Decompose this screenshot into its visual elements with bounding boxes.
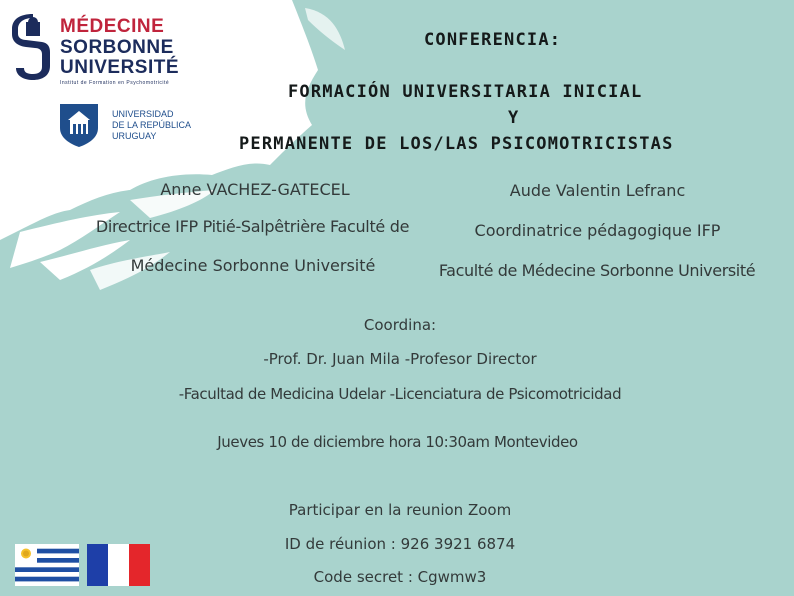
title-y: Y [508,108,520,128]
title-line1: FORMACIÓN UNIVERSITARIA INICIAL [288,82,643,102]
conferencia-heading: CONFERENCIA: [424,30,562,50]
udelar-logo [58,102,208,150]
speaker2-name: Aude Valentin Lefranc [509,181,686,200]
speaker2-role2: Faculté de Médecine Sorbonne Université [438,261,756,280]
udelar-line3: URUGUAY [112,131,157,141]
zoom-secret-code: Code secret : Cgwmw3 [313,568,487,586]
title-line2: PERMANENTE DE LOS/LAS PSICOMOTRICISTAS [239,134,674,154]
speaker1-name: Anne VACHEZ-GATECEL [160,180,350,199]
zoom-meeting-id: ID de réunion : 926 3921 6874 [284,535,516,553]
sorbonne-line2: SORBONNE [60,37,174,58]
sorbonne-universite-logo [12,12,182,92]
zoom-participate: Participar en la reunion Zoom [288,501,512,519]
speaker2-role1: Coordinatrice pédagogique IFP [474,221,721,240]
udelar-line2: DE LA REPÚBLICA [112,120,192,130]
sorbonne-line1: MÉDECINE [60,16,165,37]
uruguay-flag-icon [15,544,79,586]
coordina-line2: -Facultad de Medicina Udelar -Licenciatura de Psicomotricidad [178,385,622,403]
speaker1-role1: Directrice IFP Pitié-Salpêtrière Faculté de [95,217,410,236]
france-flag-icon [87,544,150,586]
speaker1-role2: Médecine Sorbonne Université [130,256,376,275]
udelar-shield-icon [58,102,100,148]
sorbonne-s-emblem-icon [12,14,54,84]
coordina-line1: -Prof. Dr. Juan Mila -Profesor Director [263,350,537,368]
event-date: Jueves 10 de diciembre hora 10:30am Montevideo [217,433,578,451]
coordina-label: Coordina: [363,316,437,334]
udelar-line1: UNIVERSIDAD [112,109,174,119]
sorbonne-line3: UNIVERSITÉ [60,57,180,78]
sorbonne-tagline: Institut de Formation en Psychomotricité [60,80,170,86]
